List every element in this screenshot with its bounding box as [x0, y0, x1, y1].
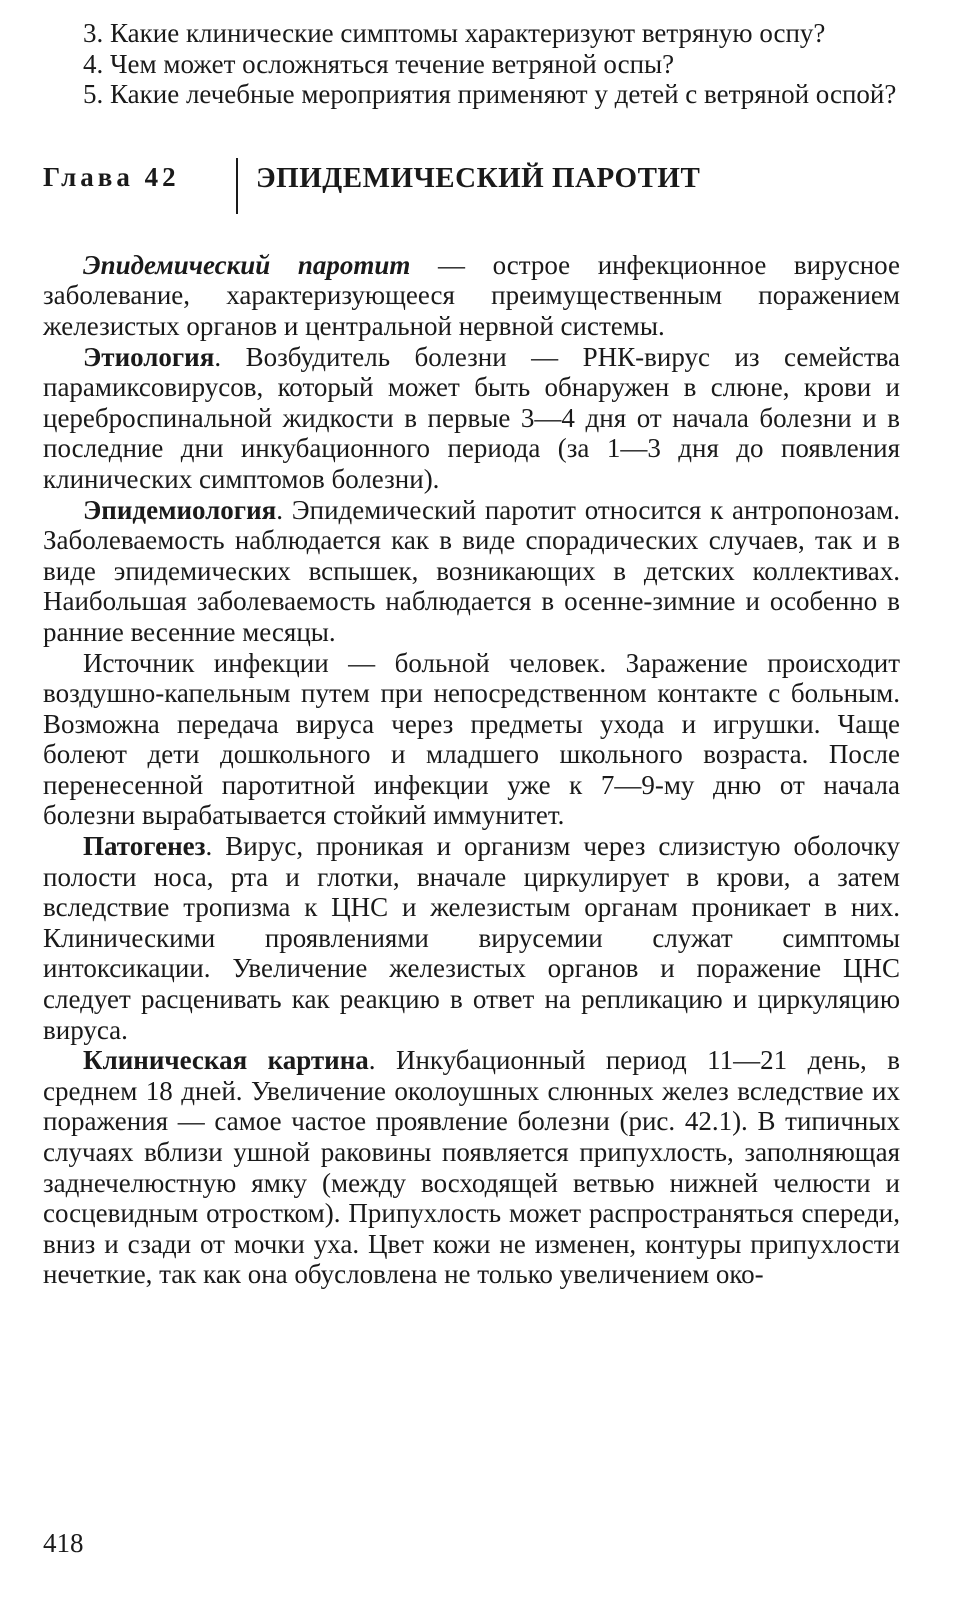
clinical-term: Клиническая картина — [83, 1045, 369, 1076]
clinical-text: . Инкубационный период 11—21 день, в среднем 18 дней. Увеличение околоушных слюнных желез вследствие их поражения — самое частое проявление болезни (рис. 42.1). В типичных случаях вблизи ушной раковины появляется припухлость, заполняющая заднечелюстную ямку (между восходящей ветвью нижней челюсти и сосцевидным отростком). Припухлость может распространяться спереди, вниз и сзади от мочки уха. Цвет кожи не изменен, контуры припухлости нечеткие, так как она обусловлена не только увеличением око- — [43, 1045, 900, 1290]
definition-text: — острое инфекционное вирусное заболевание, характеризующееся преимущественным поражением железистых органов и центральной нервной системы. — [43, 249, 900, 341]
question-3: 3. Какие клинические симптомы характеризуют ветряную оспу? — [83, 18, 826, 48]
epidemiology-term: Эпидемиология — [83, 494, 277, 525]
question-4: 4. Чем может осложняться течение ветряной оспы? — [83, 48, 675, 79]
chapter-label: Глава 42 — [43, 161, 180, 192]
pathogenesis-paragraph — [43, 831, 900, 1045]
page-body — [43, 18, 900, 1290]
chapter-divider — [236, 158, 238, 214]
chapter-heading — [43, 162, 900, 282]
etiology-text: . Возбудитель болезни — РНК-вирус из семейства парамиксовирусов, который может быть обнаружен в слюне, крови и цереброспинальной жидкости в первые 3—4 дня от начала болезни и в последние дни инкубационного периода (за 1—3 дня до появления клинических симптомов болезни). — [43, 341, 900, 494]
review-questions — [43, 18, 900, 110]
etiology-term: Этиология — [83, 341, 215, 372]
source-paragraph: Источник инфекции — больной человек. Заражение происходит воздушно-капельным путем при непосредственном контакте с больным. Возможна передача вируса через предметы ухода и игрушки. Чаще болеют дети дошкольного и младшего школьного возраста. После перенесенной паротитной инфекции уже к 7—9-му дню от начала болезни вырабатывается стойкий иммунитет. — [43, 647, 900, 831]
etiology-paragraph — [43, 342, 900, 495]
pathogenesis-text: . Вирус, проникая и организм через слизистую оболочку полости носа, рта и глотки, вначале циркулирует в крови, а затем вследствие тропизма к ЦНС и железистым органам проникает в них. Клиническими проявлениями вирусемии служат симптомы интоксикации. Увеличение железистых органов и поражение ЦНС следует расценивать как реакцию в ответ на репликацию и циркуляцию вируса. — [43, 831, 900, 1045]
page-number: 418 — [43, 1528, 84, 1558]
definition-term: Эпидемический паротит — [83, 249, 411, 280]
epidemiology-paragraph — [43, 495, 900, 648]
clinical-paragraph — [43, 1045, 900, 1290]
question-5: 5. Какие лечебные мероприятия применяют у детей с ветряной оспой? — [83, 79, 897, 110]
pathogenesis-term: Патогенез — [83, 831, 206, 862]
chapter-title: ЭПИДЕМИЧЕСКИЙ ПАРОТИТ — [256, 161, 701, 194]
epidemiology-text: . Эпидемический паротит относится к антропонозам. Заболеваемость наблюдается как в виде спорадических случаев, так и в виде эпидемических вспышек, возникающих в детских коллективах. Наибольшая заболеваемость наблюдается в осенне-зимние и особенно в ранние весенние месяцы. — [43, 494, 900, 647]
